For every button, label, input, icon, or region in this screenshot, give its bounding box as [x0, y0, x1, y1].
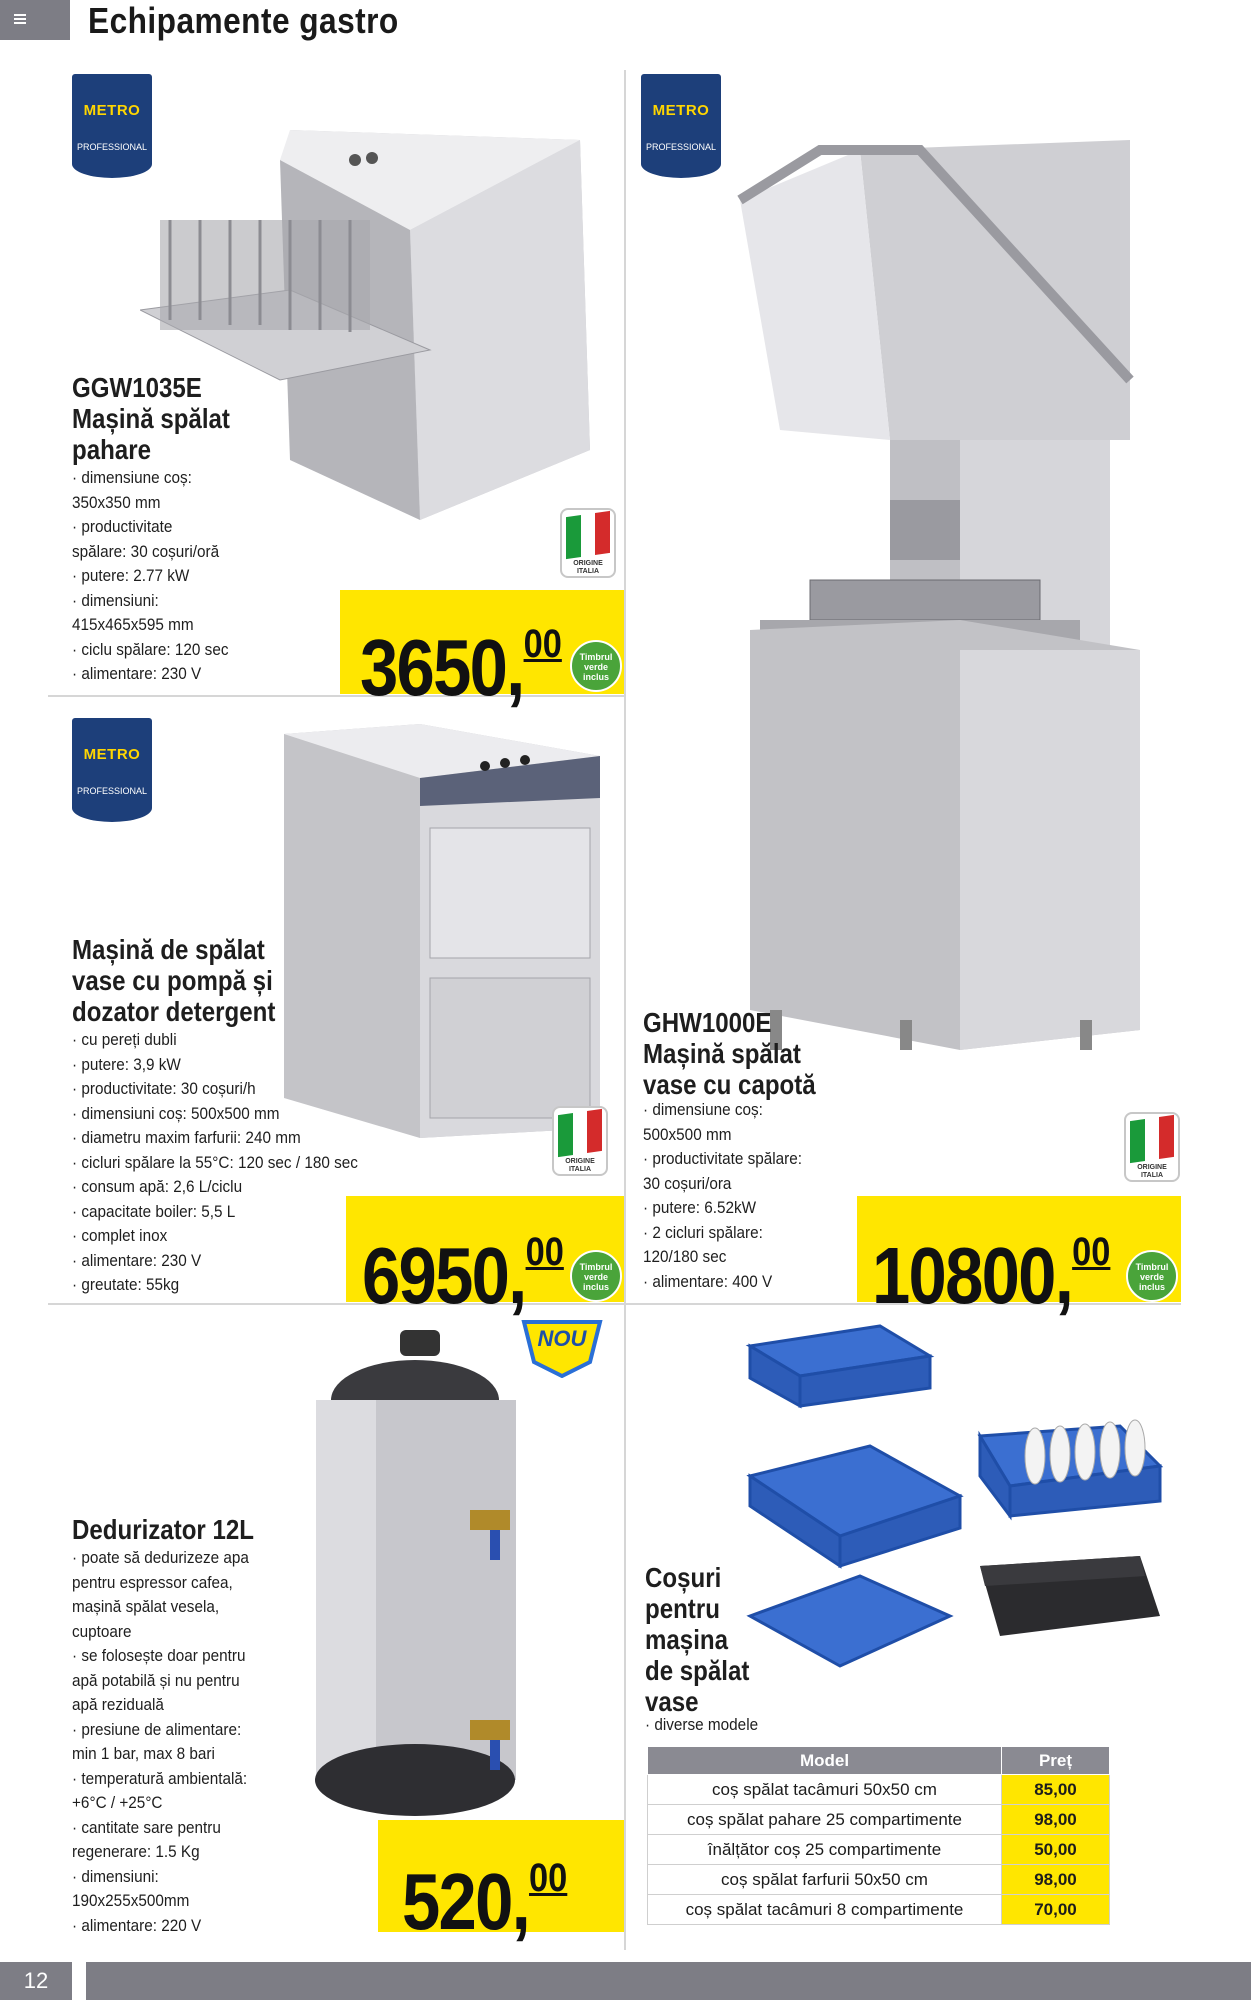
- price: 520,00: [402, 1856, 568, 1946]
- product-specs: · poate să dedurizeze apa pentru espressor cafea, mașină spălat vesela, cuptoare · se folosește doar pentru apă potabilă și nu pentru apă reziduală · presiune de alimentare: min 1 bar, max 8 bari · temperatură ambientală: +6°C / +25°C · cantitate sare pentru regenerare: 1.5 Kg · dimensiuni: 190x255x500mm · alimentare: 220 V: [72, 1548, 249, 1935]
- table-row: coș spălat tacâmuri 50x50 cm 85,00: [648, 1775, 1110, 1805]
- product-title: Dedurizator 12L: [72, 1514, 254, 1545]
- table-header-row: [648, 1747, 1110, 1775]
- price: 3650,00: [360, 622, 562, 712]
- product-specs: · diverse modele: [645, 1715, 759, 1734]
- header-accent: [0, 0, 70, 40]
- menu-icon[interactable]: [14, 14, 26, 24]
- header-bar: [0, 0, 1251, 46]
- table-row: înălțător coș 25 compartimente 50,00: [648, 1835, 1110, 1865]
- table-header-model: Model: [648, 1747, 1002, 1775]
- product-title: Coșuri pentru mașina de spălat vase: [645, 1562, 750, 1717]
- price: 10800,00: [872, 1230, 1111, 1320]
- page-title: Echipamente gastro: [88, 0, 399, 41]
- product-title: GHW1000E Mașină spălat vase cu capotă: [643, 1007, 816, 1100]
- product-specs: · dimensiune coș: 350x350 mm · productivitate spălare: 30 coșuri/oră · putere: 2.77 kW · dimensiuni: 415x465x595 mm · ciclu spălare: 120 sec · alimentare: 230 V: [72, 468, 229, 683]
- hood-dishwasher-image: [720, 130, 1180, 1050]
- table-row: coș spălat tacâmuri 8 compartimente 70,00: [648, 1895, 1110, 1925]
- green-stamp-icon: Timbrul verde inclus: [1126, 1250, 1178, 1302]
- product-specs: · cu pereți dubli · putere: 3,9 kW · productivitate: 30 coșuri/h · dimensiuni coș: 500x500 mm · diametru maxim farfurii: 240 mm · cicluri spălare la 55°C: 120 sec / 180 sec · consum apă: 2,6 L/ciclu · capacitate boiler: 5,5 L · complet inox · alimentare: 230 V · greutate: 55kg: [72, 1030, 358, 1294]
- table-header-price: Preț: [1002, 1747, 1110, 1775]
- metro-professional-badge: METRO PROFESSIONAL: [72, 74, 152, 178]
- origin-italia-badge: ORIGINE ITALIA: [1124, 1112, 1180, 1182]
- water-softener-image: [300, 1320, 530, 1840]
- green-stamp-icon: Timbrul verde inclus: [570, 1250, 622, 1302]
- origin-italia-badge: ORIGINE ITALIA: [560, 508, 616, 578]
- basket-price-table: [647, 1746, 1110, 1925]
- page-number: 12: [0, 1962, 72, 2000]
- product-title: GGW1035E Mașină spălat pahare: [72, 372, 230, 465]
- metro-professional-badge: METRO PROFESSIONAL: [72, 718, 152, 822]
- footer-bar: [86, 1962, 1251, 2000]
- table-row: coș spălat farfurii 50x50 cm 98,00: [648, 1865, 1110, 1895]
- baskets-image: [740, 1316, 1170, 1706]
- product-title: Mașină de spălat vase cu pompă și dozator detergent: [72, 934, 276, 1027]
- metro-professional-badge: METRO PROFESSIONAL: [641, 74, 721, 178]
- green-stamp-icon: Timbrul verde inclus: [570, 640, 622, 692]
- column-divider: [624, 70, 626, 1950]
- price: 6950,00: [362, 1230, 564, 1320]
- new-tag-icon: NOU: [520, 1318, 604, 1378]
- origin-italia-badge: ORIGINE ITALIA: [552, 1106, 608, 1176]
- table-row: coș spălat pahare 25 compartimente 98,00: [648, 1805, 1110, 1835]
- product-specs: · dimensiune coș: 500x500 mm · productivitate spălare: 30 coșuri/ora · putere: 6.52kW · 2 cicluri spălare: 120/180 sec · alimentare: 400 V: [643, 1100, 803, 1291]
